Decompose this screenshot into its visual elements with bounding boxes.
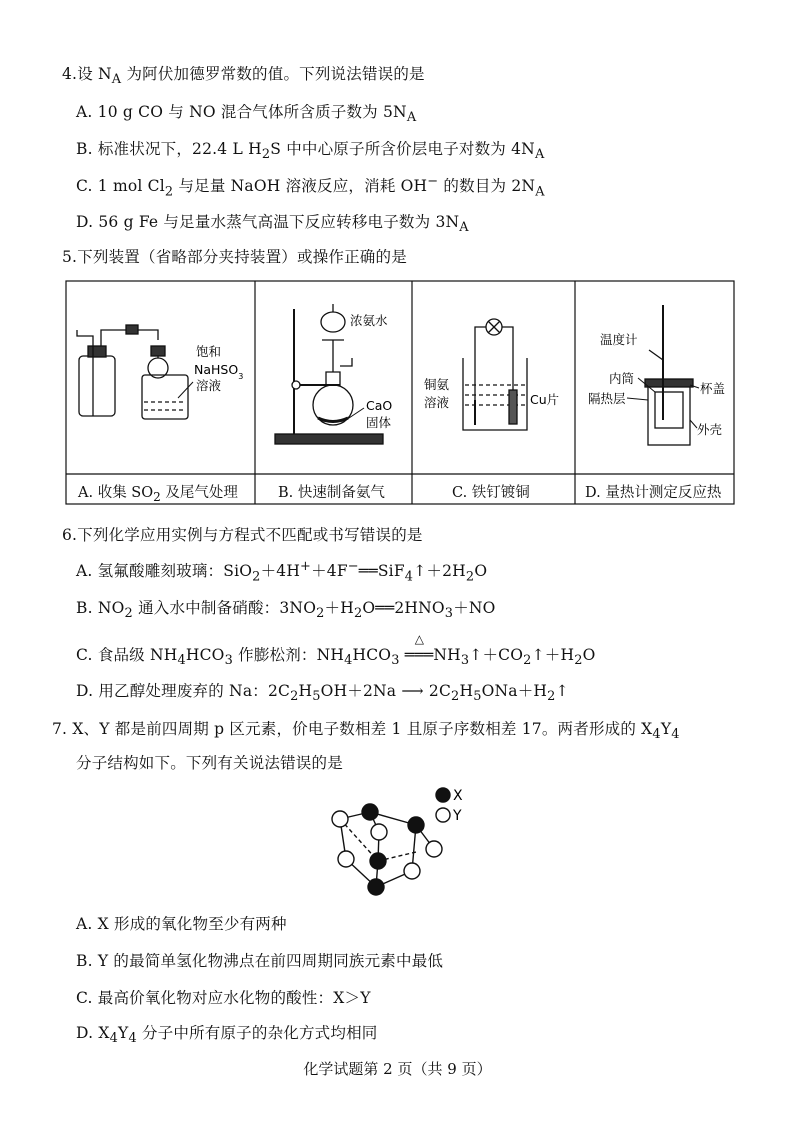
q7-option-c: C. 最高价氧化物对应水化物的酸性：X＞Y [76,989,371,1007]
q6-option-a: A. 氢氟酸雕刻玻璃：$SiO_2+4H^++4F^-══SiF_4↑+2H_2O$ [76,559,488,585]
x4y4-structure [332,804,442,895]
q5-caption-b: B. 快速制备氨气 [278,485,385,501]
q4-option-c: C. 1 mol $Cl_2$ 与足量 NaOH 溶液反应，消耗 OH− 的数目为 $2N_A$ [76,174,545,200]
label-c2: 溶液 [424,395,450,410]
label-a1: 饱和 [196,344,222,359]
q5-stem: 5.下列装置（省略部分夹持装置）或操作正确的是 [62,248,407,266]
q4-option-a: A. 10 g CO 与 NO 混合气体所含质子数为 $5N_A$ [76,103,417,126]
q6-option-c: C. 食品级 $NH_4HCO_3$ 作膨松剂：$NH_4HCO_3$ △ $═══NH_3↑+CO_2↑+H_2O$ [76,632,596,669]
label-d5: 外壳 [697,422,723,437]
legend-x-label: X [453,788,463,804]
q7-stem-1: 7. X、Y 都是前四周期 p 区元素，价电子数相差 1 且原子序数相差 17。两者形成的 $X_4Y_4$ [52,720,680,743]
legend-y-label: Y [453,808,462,824]
q4-option-d: D. 56 g Fe 与足量水蒸气高温下反应转移电子数为 $3N_A$ [76,213,469,236]
apparatus-d [645,305,693,445]
q7-stem-2: 分子结构如下。下列有关说法错误的是 [76,754,343,772]
q6-option-b: B. $NO_2$ 通入水中制备硝酸：$3NO_2+H_2O══2HNO_3+NO$ [76,599,496,622]
q4-option-b: B. 标准状况下，22.4 L $H_2S$ 中中心原子所含价层电子对数为 $4N_A$ [76,140,545,163]
label-b3: 固体 [366,415,392,430]
q5-caption-c: C. 铁钉镀铜 [452,485,530,501]
label-a3: 溶液 [196,378,222,393]
label-a2: NaHSO$_3$ [194,362,244,381]
q5-caption-d: D. 量热计测定反应热 [585,485,722,501]
label-d3: 杯盖 [700,381,726,396]
q5-caption-a: A. 收集 $SO_2$ 及尾气处理 [78,485,238,504]
label-c3: Cu片 [530,392,560,407]
q7-option-d: D. $X_4Y_4$ 分子中所有原子的杂化方式均相同 [76,1024,378,1047]
label-b2: CaO [366,398,393,413]
label-d2: 内筒 [609,371,635,386]
page-footer: 化学试题第 2 页（共 9 页） [303,1060,492,1078]
label-d1: 温度计 [600,332,638,347]
label-b1: 浓氨水 [350,313,388,328]
label-d4: 隔热层 [588,391,626,406]
q6-option-d: D. 用乙醇处理废弃的 Na：$2C_2H_5OH+2Na$ ⟶ $2C_2H_5ONa+H_2↑$ [76,682,569,705]
q7-option-b: B. Y 的最简单氢化物沸点在前四周期同族元素中最低 [76,952,444,970]
apparatus-a [77,325,188,419]
x4y4-legend [436,788,450,822]
q6-stem: 6.下列化学应用实例与方程式不匹配或书写错误的是 [62,526,423,544]
label-c1: 铜氨 [424,377,450,392]
q4-stem: 4.设 $N_A$ 为阿伏加德罗常数的值。下列说法错误的是 [62,65,425,88]
apparatus-c [463,319,527,430]
q7-option-a: A. X 形成的氧化物至少有两种 [76,915,287,933]
